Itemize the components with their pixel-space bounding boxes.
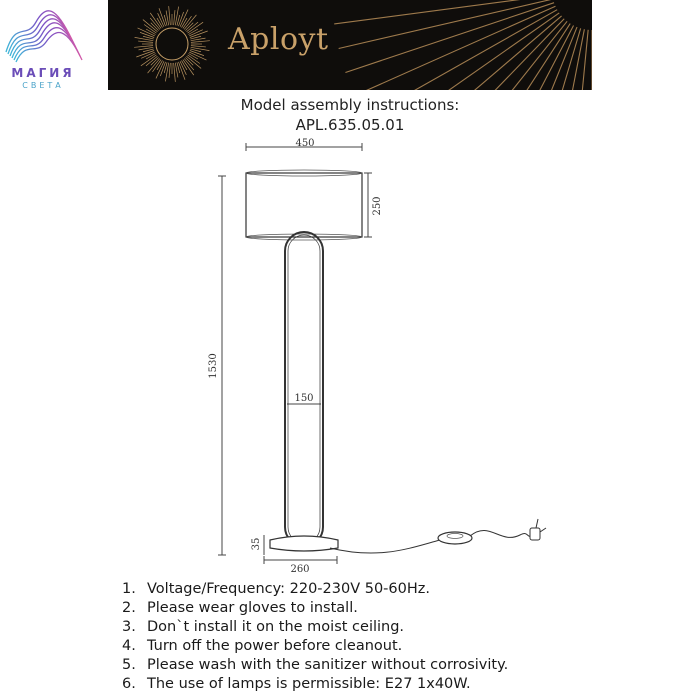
lamp-base: [270, 536, 338, 551]
logo-wordmark: МАГИЯ: [11, 66, 75, 80]
power-plug: [530, 519, 546, 540]
list-item: [122, 637, 508, 656]
instructions-list: [122, 580, 508, 694]
item-number: 4.: [122, 638, 136, 654]
oval-stand: [285, 232, 323, 546]
model-number: APL.635.05.01: [295, 116, 405, 134]
item-text: The use of lamps is permissible: E27 1x40W.: [147, 676, 471, 692]
list-item: [122, 675, 508, 694]
item-text: Turn off the power before cleanout.: [147, 638, 403, 654]
lamp-shade: [246, 170, 362, 240]
item-number: 6.: [122, 676, 136, 692]
item-number: 5.: [122, 657, 136, 673]
total-height-label: 1530: [208, 353, 219, 379]
base-width-label: 260: [290, 564, 310, 575]
list-item: [122, 618, 508, 637]
document-title: Model assembly instructions:: [240, 96, 460, 114]
item-number: 2.: [122, 600, 136, 616]
item-number: 3.: [122, 619, 136, 635]
brand-name: Aployt: [228, 22, 329, 57]
power-cable: [330, 530, 535, 553]
item-number: 1.: [122, 581, 136, 597]
inline-switch: [438, 532, 472, 544]
item-text: Voltage/Frequency: 220-230V 50-60Hz.: [147, 581, 430, 597]
item-text: Please wash with the sanitizer without corrosivity.: [147, 657, 509, 673]
list-item: [122, 580, 508, 599]
logo-tagline: СВЕТА: [22, 81, 64, 90]
base-height-label: 35: [251, 537, 262, 551]
shade-width-label: 450: [295, 138, 315, 149]
shade-height-label: 250: [372, 196, 383, 216]
list-item: [122, 656, 508, 675]
stand-width-label: 150: [294, 393, 314, 404]
list-item: [122, 599, 508, 618]
item-text: Please wear gloves to install.: [147, 600, 358, 616]
item-text: Don`t install it on the moist ceiling.: [147, 619, 405, 635]
